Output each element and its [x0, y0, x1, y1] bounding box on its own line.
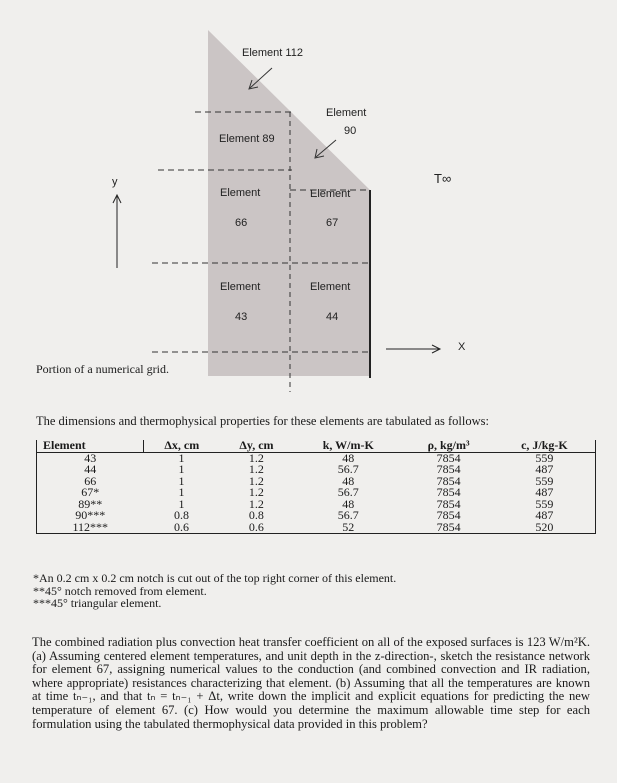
table-row — [37, 476, 596, 488]
cell-element: 90*** — [37, 510, 144, 522]
header-k: k, W/m-K — [293, 440, 403, 452]
cell-rho: 7854 — [436, 485, 461, 499]
cell-element: 112*** — [37, 522, 144, 534]
header-dy: Δy, cm — [220, 440, 294, 452]
cell-rho: 7854 — [436, 473, 461, 488]
y-axis-arrow — [113, 195, 121, 268]
label-element-43-number: 43 — [235, 311, 248, 323]
t-infinity-label: T∞ — [434, 171, 452, 186]
footnote-2: **45° notch removed from element. — [33, 583, 207, 598]
header-c: c, J/kg-K — [494, 440, 596, 452]
table-row — [37, 464, 596, 476]
header-element: Element — [37, 440, 144, 452]
x-axis-label: X — [458, 341, 466, 353]
cell-rho: 7854 — [436, 508, 461, 522]
cell-dx: 1 — [178, 485, 185, 499]
cell-c: 559 — [494, 452, 596, 464]
cell-k: 52 — [293, 522, 403, 534]
cell-element: 89** — [37, 499, 144, 511]
cell-element: 44 — [37, 464, 144, 476]
cell-dy: 1.2 — [248, 473, 264, 488]
cell-k: 48 — [342, 496, 355, 511]
cell-dx: 0.8 — [174, 508, 190, 522]
table-row — [37, 499, 596, 511]
table-row — [37, 452, 596, 464]
y-axis-label: y — [112, 176, 118, 188]
cell-c: 559 — [494, 499, 596, 511]
shaded-grid-region — [208, 30, 370, 376]
cell-element: 43 — [37, 452, 144, 464]
cell-k: 48 — [342, 450, 355, 465]
label-element-66-number: 66 — [235, 217, 248, 229]
table-row — [37, 487, 596, 499]
cell-k: 48 — [342, 473, 355, 488]
table-header-row — [37, 440, 596, 452]
label-element-66-word: Element — [220, 187, 261, 199]
cell-dy: 1.2 — [248, 462, 264, 476]
label-element-67-word: Element — [310, 188, 351, 200]
cell-dy: 1.2 — [248, 496, 264, 511]
cell-rho: 7854 — [403, 522, 494, 534]
figure-caption: Portion of a numerical grid. — [36, 362, 169, 376]
cell-dx: 0.6 — [143, 522, 219, 534]
label-element-44-number: 44 — [326, 311, 339, 323]
cell-dy: 1.2 — [248, 485, 264, 499]
table-intro: The dimensions and thermophysical properties for these elements are tabulated as follows: — [36, 414, 489, 428]
cell-dx: 1 — [178, 473, 185, 488]
cell-element: 67* — [37, 487, 144, 499]
label-element-112: Element 112 — [242, 47, 303, 59]
cell-c: 487 — [494, 487, 596, 499]
cell-rho: 7854 — [436, 462, 461, 476]
problem-paragraph: The combined radiation plus convection heat transfer coefficient on all of the exposed surfaces is 123 W/m²K. (a) Assuming centered element temperatures, and unit depth in the z-direction-, sketch the resistance network for element 67, assigning numerical values to the conduction (and combined convection and IR radiation, where appropriate) resistances characterizing that element. (b) Assuming that all the temperatures are known at time tₙ₋₁, and that tₙ = tₙ₋₁ + Δt, write down the implicit and explicit equations for predicting the new temperature of element 67. (c) How would you determine the maximum allowable time step for each formulation using the tabulated thermophysical data provided in this problem? — [32, 635, 590, 731]
cell-c: 487 — [494, 510, 596, 522]
label-element-90-number: 90 — [344, 125, 357, 137]
label-element-90-word: Element — [326, 107, 367, 119]
cell-c: 520 — [494, 522, 596, 534]
header-rho: ρ, kg/m³ — [403, 440, 494, 452]
footnote-3: ***45° triangular element. — [33, 596, 162, 610]
cell-dx: 1 — [178, 462, 185, 476]
cell-dx: 1 — [178, 496, 185, 511]
cell-dy: 0.6 — [220, 522, 294, 534]
cell-dy: 0.8 — [248, 508, 264, 522]
cell-rho: 7854 — [436, 450, 461, 465]
cell-dy: 1.2 — [248, 450, 264, 465]
cell-k: 56.7 — [337, 485, 359, 499]
header-dx: Δx, cm — [143, 440, 219, 452]
cell-c: 487 — [494, 464, 596, 476]
label-element-89: Element 89 — [219, 133, 275, 145]
label-element-44-word: Element — [310, 281, 351, 293]
cell-dx: 1 — [178, 450, 185, 465]
cell-k: 56.7 — [337, 462, 359, 476]
properties-table — [36, 440, 596, 534]
cell-k: 56.7 — [337, 508, 359, 522]
cell-c: 559 — [494, 476, 596, 488]
footnote-1: *An 0.2 cm x 0.2 cm notch is cut out of the top right corner of this element. — [33, 571, 397, 585]
footnotes — [33, 572, 593, 610]
table-row — [37, 510, 596, 522]
cell-rho: 7854 — [436, 496, 461, 511]
label-element-67-number: 67 — [326, 217, 339, 229]
label-element-43-word: Element — [220, 281, 261, 293]
table-row — [37, 522, 596, 534]
cell-element: 66 — [37, 476, 144, 488]
x-axis-arrow — [386, 345, 440, 353]
